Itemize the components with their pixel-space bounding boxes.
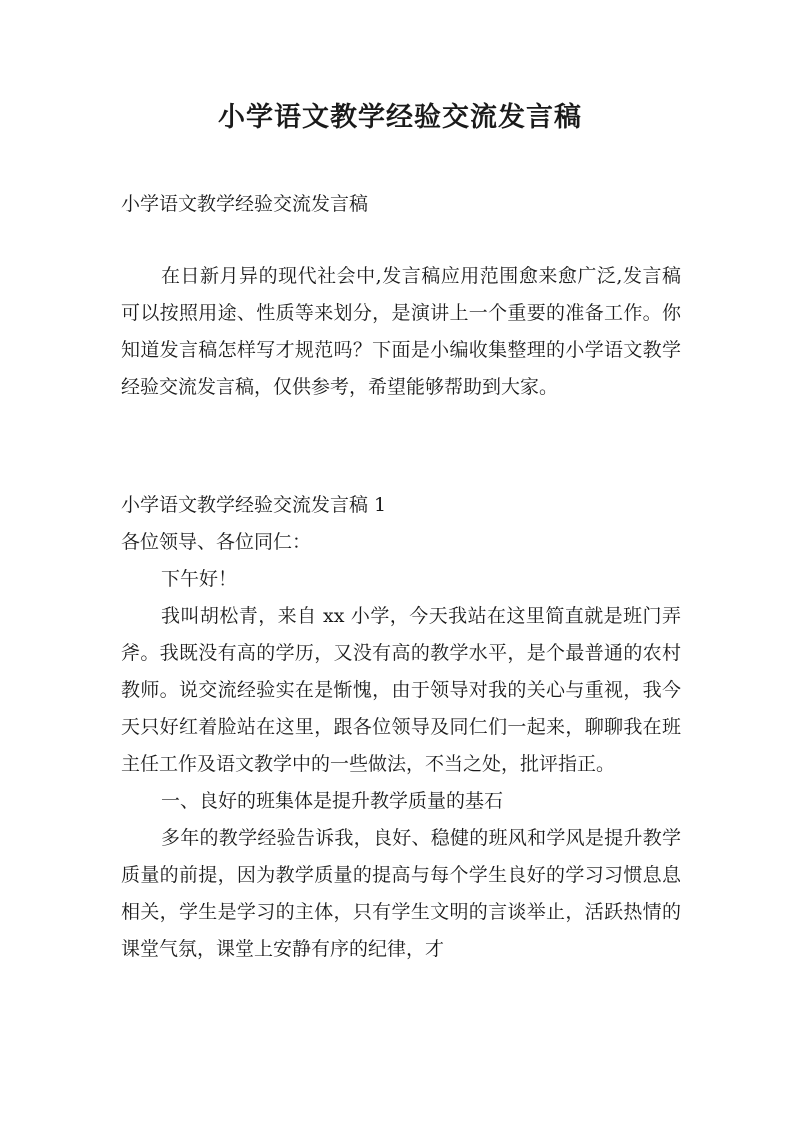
intro-paragraph: 在日新月异的现代社会中,发言稿应用范围愈来愈广泛,发言稿可以按照用途、性质等来划分，是演讲上一个重要的准备工作。你知道发言稿怎样写才规范吗？下面是小编收集整理的小学语文教学经验交流发言稿，仅供参考，希望能够帮助到大家。	[121, 265, 681, 398]
document-subtitle: 小学语文教学经验交流发言稿	[121, 193, 369, 215]
salutation: 各位领导、各位同仁：	[121, 531, 312, 553]
section-heading: 小学语文教学经验交流发言稿 1	[121, 494, 387, 516]
body-paragraph: 我叫胡松青，来自 xx 小学，今天我站在这里简直就是班门弄斧。我既没有高的学历，又没有高的教学水平，是个最普通的农村教师。说交流经验实在是惭愧，由于领导对我的关心与重视，我今天只好红着脸站在这里，跟各位领导及同仁们一起来，聊聊我在班主任工作及语文教学中的一些做法，不当之处，批评指正。	[121, 605, 681, 775]
intro-block	[121, 258, 681, 406]
point-heading: 一、良好的班集体是提升教学质量的基石	[161, 790, 504, 812]
document-title: 小学语文教学经验交流发言稿	[218, 102, 582, 133]
greeting: 下午好！	[161, 568, 238, 590]
body-paragraph: 多年的教学经验告诉我，良好、稳健的班风和学风是提升教学质量的前提，因为教学质量的提高与每个学生良好的学习习惯息息相关，学生是学习的主体，只有学生文明的言谈举止，活跃热情的课堂气氛，课堂上安静有序的纪律，才	[121, 827, 681, 960]
speech-section	[121, 487, 681, 968]
subtitle-block	[121, 186, 681, 223]
